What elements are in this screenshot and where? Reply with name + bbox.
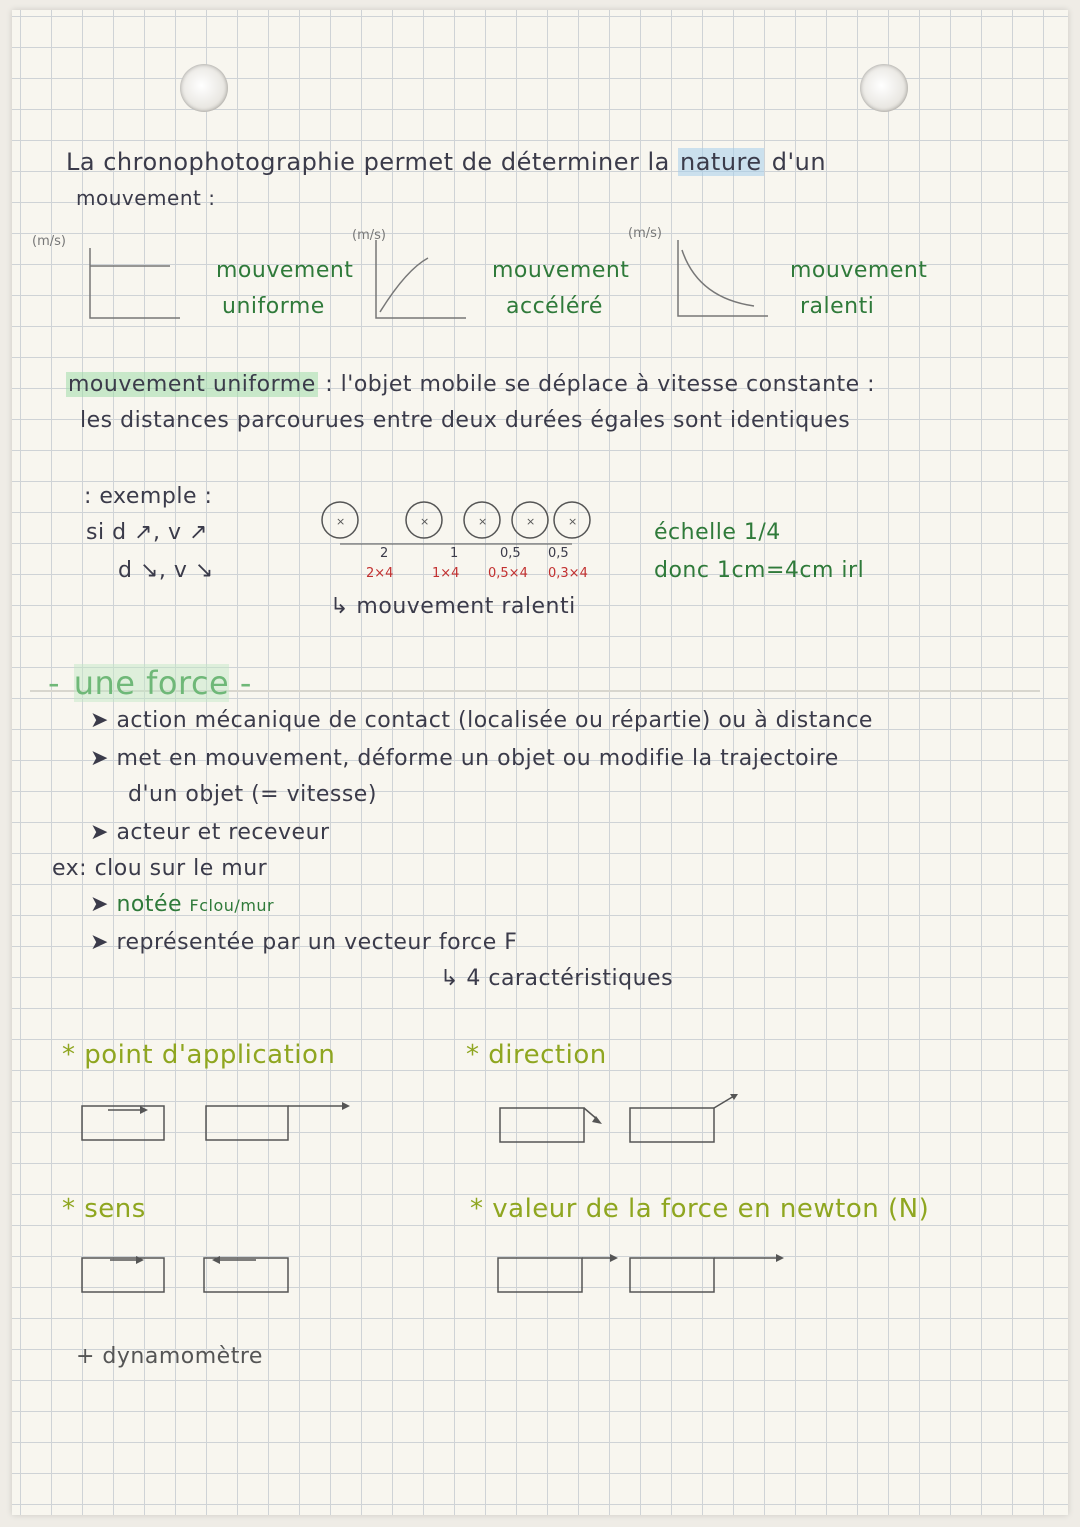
intro-highlight-nature: nature — [679, 148, 762, 176]
force-bullet-2-cont: d'un objet (= vitesse) — [128, 782, 377, 807]
punch-hole-left — [180, 64, 228, 112]
graph-1-axis-unit: (m/s) — [32, 234, 66, 249]
graph-accelerated-label-1: mouvement — [492, 258, 630, 283]
example-conclusion: ↳ mouvement ralenti — [330, 594, 576, 619]
force-bullet-2 — [90, 746, 839, 771]
force-bullet-1 — [90, 708, 873, 733]
force-bullet-4 — [90, 892, 274, 917]
force-bullet-3 — [90, 820, 330, 845]
bullet-arrow-icon: ➤ — [90, 930, 117, 955]
example-rule-2: d ↘, v ↘ — [118, 558, 214, 583]
force-title-text: une force — [73, 664, 230, 702]
distance-bottom-1: 2×4 — [366, 566, 394, 581]
char-point-drawing — [80, 1096, 370, 1146]
uniform-def-line-1 — [66, 372, 875, 397]
bullet-arrow-icon: ➤ — [90, 746, 117, 771]
char-dynamometer-note: + dynamomètre — [76, 1344, 263, 1369]
force-bullet-5 — [90, 930, 517, 955]
intro-text-b: d'un — [771, 148, 827, 176]
char-direction-label: * direction — [466, 1040, 607, 1070]
force-characteristics-note: ↳ 4 caractéristiques — [440, 966, 674, 991]
graph-slowed-label-2: ralenti — [800, 294, 875, 319]
svg-text:×: × — [568, 515, 578, 528]
punch-hole-right — [860, 64, 908, 112]
bullet-arrow-icon: ➤ — [90, 820, 117, 845]
distance-top-3: 0,5 — [500, 546, 521, 561]
distance-top-2: 1 — [450, 546, 459, 561]
uniform-def-rest: : l'objet mobile se déplace à vitesse constante : — [325, 372, 876, 397]
graph-3-axis-unit: (m/s) — [628, 226, 662, 241]
distance-bottom-4: 0,3×4 — [548, 566, 588, 581]
force-notation-label: notée — [116, 892, 183, 917]
force-bullet-1-text: action mécanique de contact (localisée ou répartie) ou à distance — [116, 708, 873, 733]
force-example: ex: clou sur le mur — [52, 856, 268, 881]
example-rule-1: si d ↗, v ↗ — [86, 520, 208, 545]
intro-text-a: La chronophotographie permet de déterminer la — [66, 148, 670, 176]
bullet-arrow-icon: ➤ — [90, 708, 117, 733]
distance-top-4: 0,5 — [548, 546, 569, 561]
force-title: - une force - — [48, 664, 252, 702]
svg-text:×: × — [526, 515, 536, 528]
char-value-label: * valeur de la force en newton (N) — [470, 1194, 930, 1224]
force-bullet-5-text: représentée par un vecteur force F — [116, 930, 518, 955]
svg-text:×: × — [336, 515, 346, 528]
graph-accelerated — [366, 240, 476, 320]
distance-top-1: 2 — [380, 546, 389, 561]
graph-uniform — [80, 248, 190, 328]
char-point-label: * point d'application — [62, 1040, 336, 1070]
graph-uniform-label-2: uniforme — [222, 294, 325, 319]
char-sens-drawing — [80, 1248, 300, 1298]
intro-line-2: mouvement : — [76, 186, 216, 210]
example-scale-1: échelle 1/4 — [654, 520, 781, 545]
chronophoto-diagram — [300, 500, 610, 550]
svg-text:×: × — [478, 515, 488, 528]
graph-accelerated-label-2: accéléré — [506, 294, 603, 319]
char-direction-drawing — [498, 1094, 758, 1150]
distance-bottom-2: 1×4 — [432, 566, 460, 581]
bullet-arrow-icon: ➤ — [90, 892, 117, 917]
graph-2-axis-unit: (m/s) — [352, 228, 386, 243]
force-bullet-2-text: met en mouvement, déforme un objet ou modifie la trajectoire — [116, 746, 839, 771]
char-sens-label: * sens — [62, 1194, 146, 1224]
example-scale-2: donc 1cm=4cm irl — [654, 558, 865, 583]
graph-uniform-label-1: mouvement — [216, 258, 354, 283]
force-notation-symbol: Fclou/mur — [189, 896, 275, 915]
svg-text:×: × — [420, 515, 430, 528]
intro-line-1 — [66, 148, 826, 176]
char-value-drawing — [496, 1246, 796, 1298]
uniform-def-term: mouvement uniforme — [68, 372, 316, 397]
graph-slowed — [668, 240, 778, 320]
example-label: : exemple : — [84, 484, 213, 509]
uniform-def-line-2: les distances parcourues entre deux durées égales sont identiques — [80, 408, 851, 433]
graph-slowed-label-1: mouvement — [790, 258, 928, 283]
distance-bottom-3: 0,5×4 — [488, 566, 528, 581]
force-bullet-3-text: acteur et receveur — [116, 820, 330, 845]
